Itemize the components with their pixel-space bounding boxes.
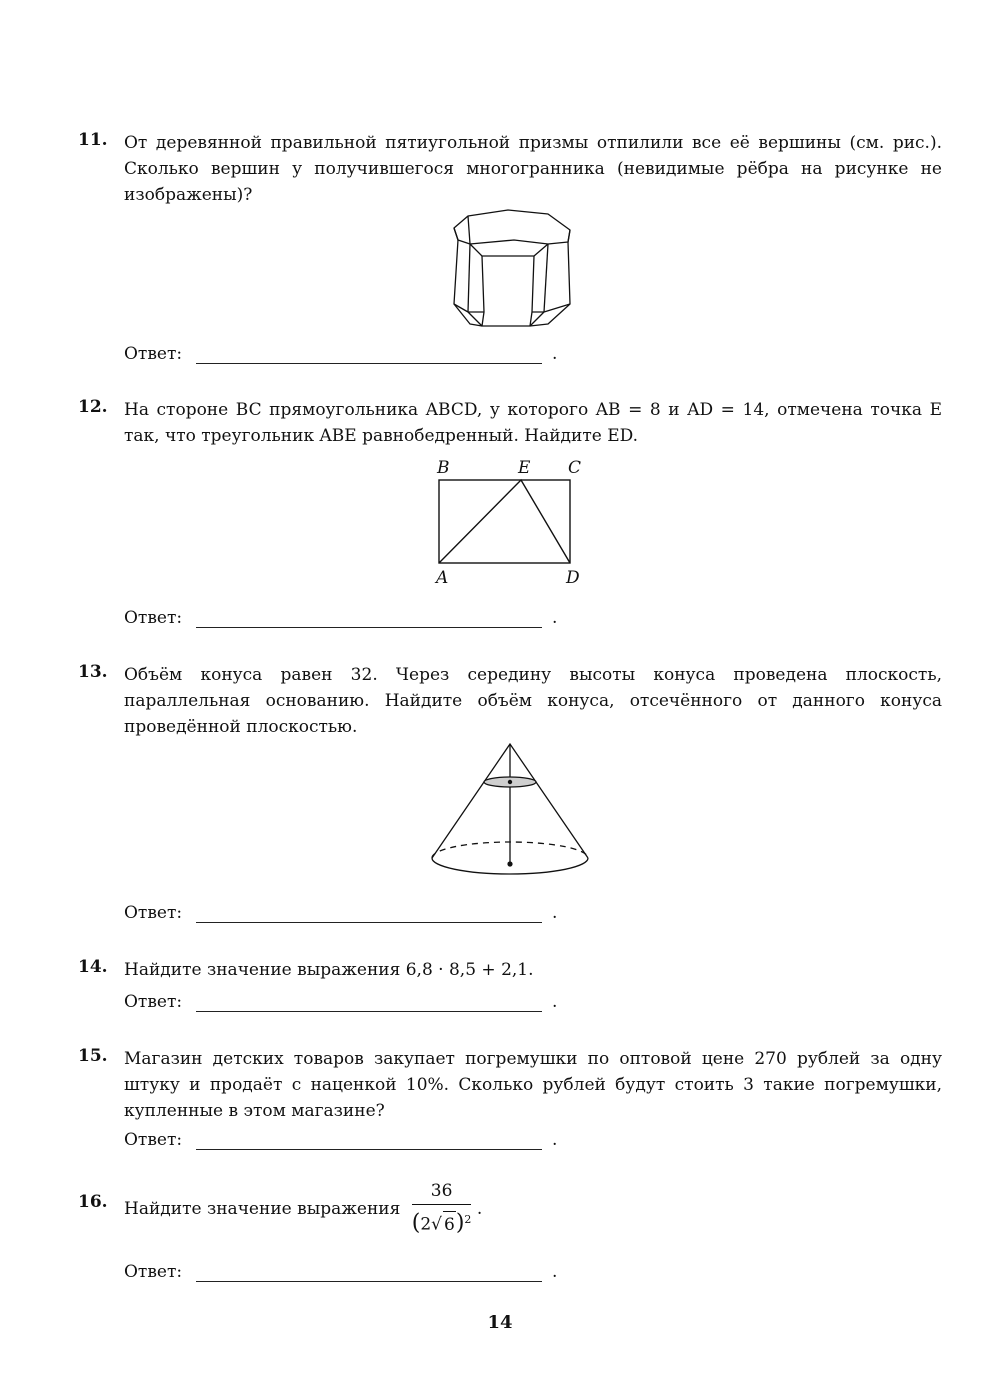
- problem-11-number: 11.: [78, 130, 108, 150]
- problem-16-answer: [124, 1262, 584, 1288]
- answer-label: Ответ:: [124, 903, 183, 923]
- label-D: D: [566, 568, 580, 588]
- answer-label: Ответ:: [124, 344, 183, 364]
- answer-dot: .: [552, 344, 558, 364]
- problem-16-trailing: .: [476, 1198, 483, 1219]
- rectangle-figure: [428, 456, 598, 592]
- problem-15-text: Магазин детских товаров закупает погремушки по оптовой цене 270 рублей за одну штуку и продаёт с наценкой 10%. Сколько рублей будут стоить 3 такие погремушки, купленные в этом магазине?: [124, 1049, 942, 1121]
- page-number: 14: [487, 1312, 513, 1333]
- answer-line[interactable]: [196, 922, 542, 923]
- answer-dot: .: [552, 992, 558, 1012]
- answer-dot: .: [552, 1262, 558, 1282]
- problem-11-text: От деревянной правильной пятиугольной призмы отпилили все её вершины (см. рис.). Сколько вершин у получившегося многогранника (невидимые рёбра на рисунке не изображены)?: [124, 133, 942, 205]
- answer-label: Ответ:: [124, 992, 183, 1012]
- problem-14-answer: [124, 992, 584, 1018]
- problem-12-number: 12.: [78, 397, 108, 417]
- answer-line[interactable]: [196, 1011, 542, 1012]
- answer-line[interactable]: [196, 1281, 542, 1282]
- problem-13-answer: [124, 903, 584, 929]
- problem-11-answer: [124, 344, 584, 370]
- truncated-prism-figure: [448, 208, 578, 332]
- answer-dot: .: [552, 1130, 558, 1150]
- problem-13-number: 13.: [78, 662, 108, 682]
- answer-label: Ответ:: [124, 608, 183, 628]
- label-B: B: [437, 458, 450, 478]
- fraction-expression: [412, 1180, 472, 1238]
- answer-dot: .: [552, 903, 558, 923]
- label-A: A: [436, 568, 449, 588]
- problem-16-prompt: Найдите значение выражения: [124, 1198, 401, 1219]
- answer-line[interactable]: [196, 1149, 542, 1150]
- answer-label: Ответ:: [124, 1130, 183, 1150]
- problem-12-answer: [124, 608, 584, 634]
- problem-15-answer: [124, 1130, 584, 1156]
- problem-16-text: [124, 1180, 942, 1238]
- fraction-denominator: (2√ 6)$^2$: [411, 1210, 472, 1236]
- radicand: 6: [443, 1211, 456, 1238]
- problem-12-text: На стороне BC прямоугольника ABCD, у которого AB = 8 и AD = 14, отмечена точка E так, что треугольник ABE равнобедренный. Найдите ED.: [124, 400, 942, 446]
- answer-label: Ответ:: [124, 1262, 183, 1282]
- problem-13-text: Объём конуса равен 32. Через середину высоты конуса проведена плоскость, параллельная основанию. Найдите объём конуса, отсечённого от данного конуса проведённой плоскостью.: [124, 665, 942, 737]
- denominator-coef: 2: [420, 1214, 432, 1235]
- problem-14-number: 14.: [78, 957, 108, 977]
- answer-line[interactable]: [196, 363, 542, 364]
- answer-line[interactable]: [196, 627, 542, 628]
- label-E: E: [518, 458, 531, 478]
- label-C: C: [568, 458, 582, 478]
- cone-figure: [428, 740, 594, 882]
- problem-16-number: 16.: [78, 1192, 108, 1212]
- problem-14-text: Найдите значение выражения 6,8 · 8,5 + 2,1.: [124, 960, 534, 980]
- answer-dot: .: [552, 608, 558, 628]
- fraction-numerator: 36: [412, 1180, 472, 1205]
- problem-15-number: 15.: [78, 1046, 108, 1066]
- exponent: 2: [464, 1213, 472, 1226]
